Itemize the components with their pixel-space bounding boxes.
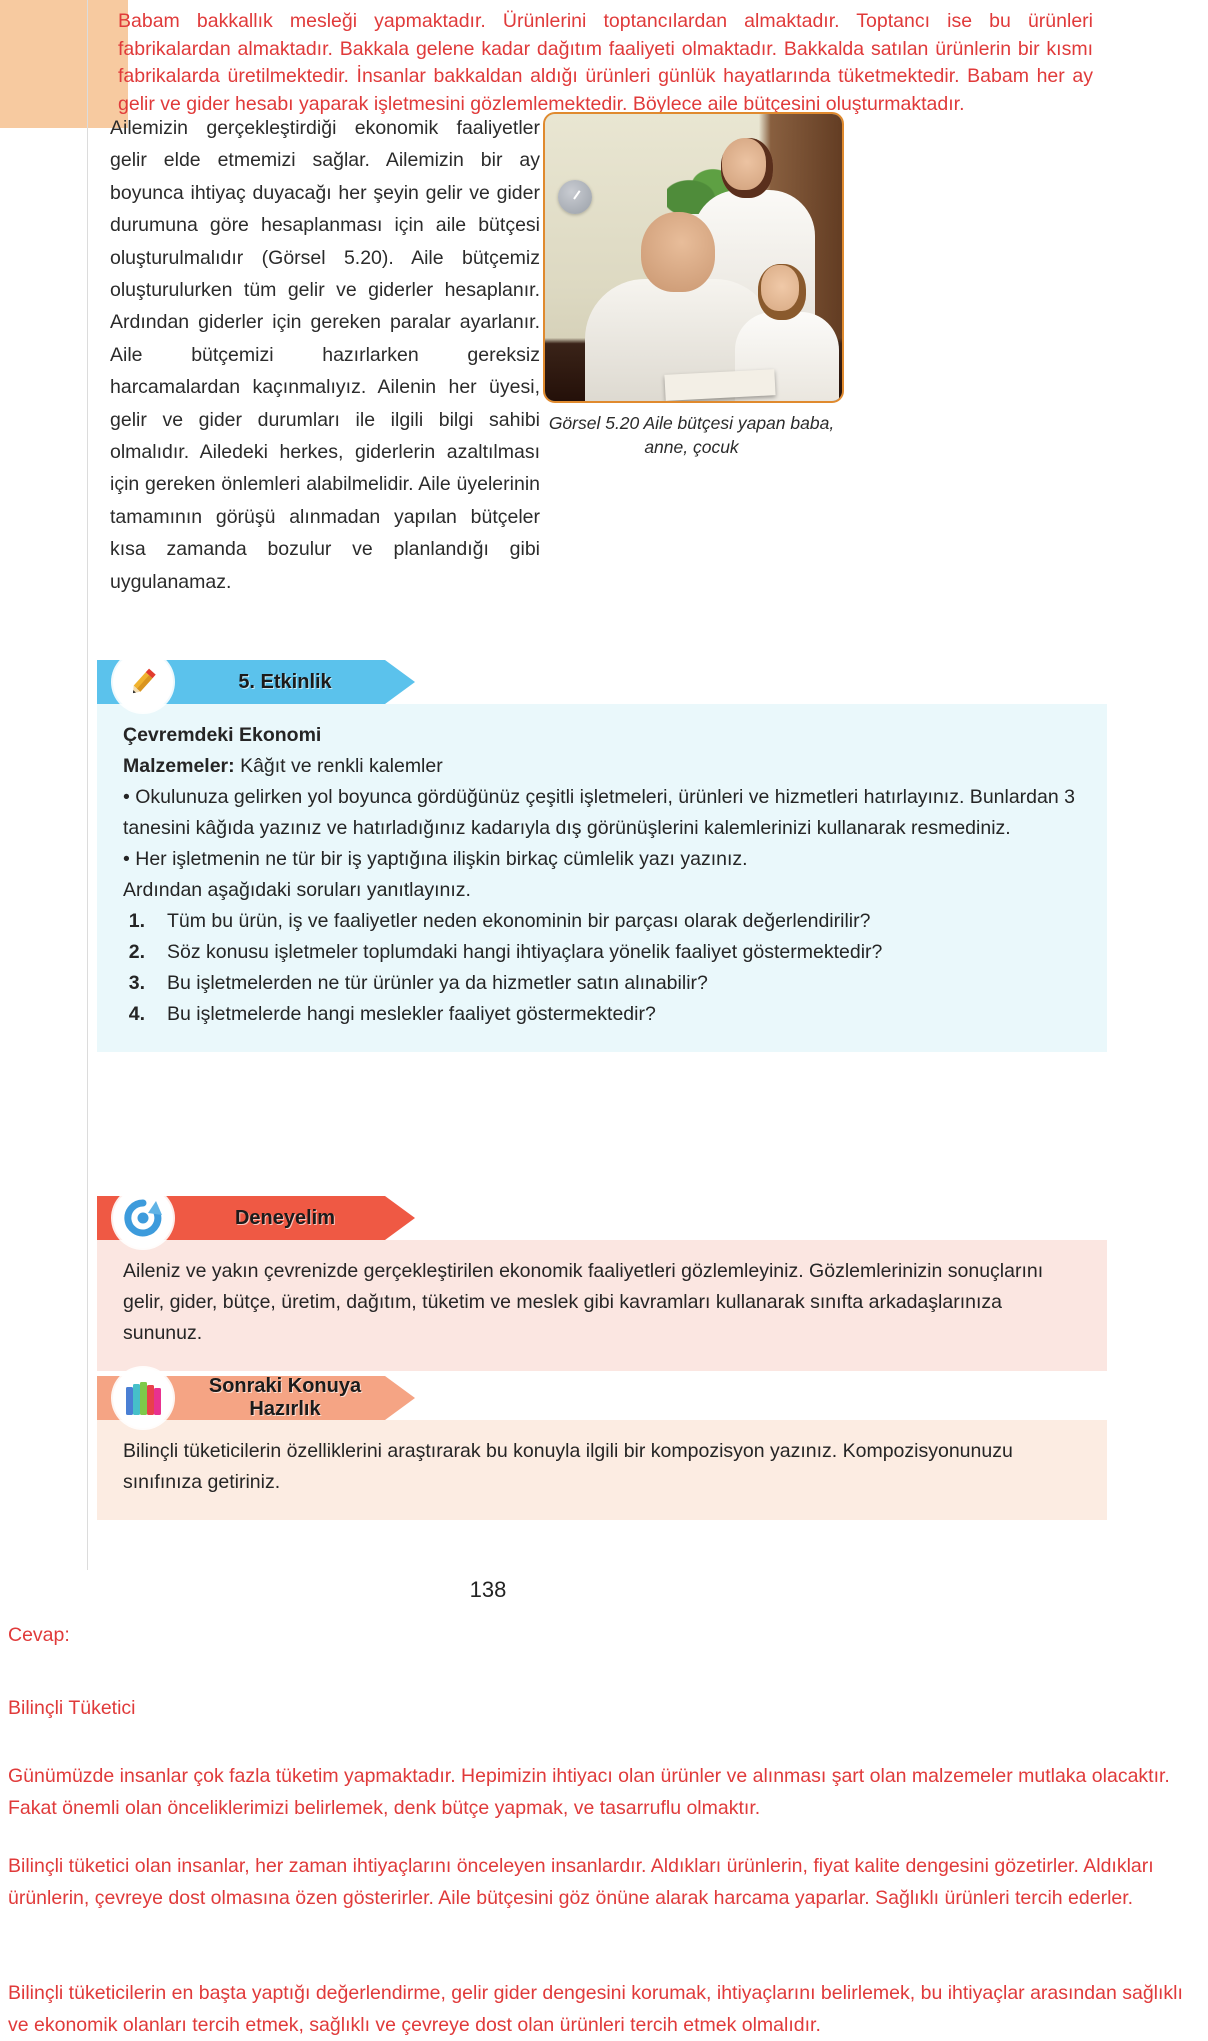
list-item xyxy=(123,999,1081,1030)
activity-bullet-1: • Okulunuza gelirken yol boyunca gördüğünüz çeşitli işletmeleri, ürünleri ve hizmetleri hatırlayınız. Bunlardan 3 tanesini kâğıda yazınız ve hatırladığınız kadarıyla dış görünüşlerini kalemlerinizi kullanarak resmediniz. xyxy=(123,786,1075,839)
figure-caption: Görsel 5.20 Aile bütçesi yapan baba, anne, çocuk xyxy=(548,413,835,457)
left-margin-rule xyxy=(87,0,88,1570)
family-budget-photo xyxy=(545,114,842,401)
answer-paragraph-3: Bilinçli tüketicilerin en başta yaptığı değerlendirme, gelir gider dengesini korumak, ihtiyaçlarını belirlemek, bu ihtiyaçlar arasından sağlıklı ve ekonomik olanları tercih etmek, sağlıklı ve çevreye dost olan ürünleri tercih etmek olmalıdır. xyxy=(8,1982,1183,2036)
hazirlik-text: Bilinçli tüketicilerin özelliklerini araştırarak bu konuyla ilgili bir kompozisyon yazınız. Kompozisyonunuzu sınıfınıza getiriniz. xyxy=(123,1440,1013,1493)
activity-panel xyxy=(97,704,1107,1052)
activity-section xyxy=(97,660,1107,1052)
deneyelim-banner-label: Deneyelim xyxy=(234,1206,336,1229)
answer-paragraph-1: Günümüzde insanlar çok fazla tüketim yapmaktadır. Hepimizin ihtiyacı olan ürünler ve alınması şart olan malzemeler mutlaka olacaktır. Fakat önemli olan önceliklerimizi belirlemek, denk bütçe yapmak, ve tasarruflu olmaktır. xyxy=(8,1765,1170,1819)
activity-bullet-2: • Her işletmenin ne tür bir iş yaptığına ilişkin birkaç cümlelik yazı yazınız. xyxy=(123,848,748,870)
hazirlik-section xyxy=(97,1376,1107,1520)
deneyelim-banner xyxy=(97,1196,415,1240)
deneyelim-text: Aileniz ve yakın çevrenizde gerçekleştirilen ekonomik faaliyetleri gözlemleyiniz. Gözlemlerinizin sonuçlarını gelir, gider, bütçe, üretim, dağıtım, tüketim ve meslek gibi kavramları kullanarak sınıfta arkadaşlarınıza sununuz. xyxy=(123,1260,1044,1344)
question-number: 4. xyxy=(128,1003,145,1025)
answer-label: Cevap: xyxy=(8,1624,70,1646)
hazirlik-panel xyxy=(97,1420,1107,1520)
list-item xyxy=(123,906,1081,937)
question-number: 2. xyxy=(128,941,145,963)
intro-red-paragraph: Babam bakkallık mesleği yapmaktadır. Ürünlerini toptancılardan almaktadır. Toptancı ise bu ürünleri fabrikalardan almaktadır. Bakkala gelene kadar dağıtım faaliyeti olmaktadır. Bakkalda satılan ürünlerin bir kısmı fabrikalarda üretilmektedir. İnsanlar bakkaldan aldığı ürünleri günlük hayatlarında tüketmektedir. Babam her ay gelir ve gider hesabı yaparak işletmesini gözlemlemektedir. Böylece aile bütçesini oluşturmaktadır. xyxy=(118,10,1093,115)
list-item xyxy=(123,937,1081,968)
hazirlik-banner-label: Sonraki Konuya Hazırlık xyxy=(208,1375,362,1420)
child-head xyxy=(758,264,806,320)
question-number: 3. xyxy=(128,972,145,994)
question-text: Bu işletmelerde hangi meslekler faaliyet göstermektedir? xyxy=(167,1003,656,1025)
mother-head xyxy=(721,138,773,198)
question-text: Söz konusu işletmeler toplumdaki hangi ihtiyaçlara yönelik faaliyet göstermektedir? xyxy=(167,941,883,963)
activity-banner-arrow xyxy=(385,660,415,704)
books-icon xyxy=(113,1368,173,1428)
deneyelim-section xyxy=(97,1196,1107,1371)
answer-paragraph-2: Bilinçli tüketici olan insanlar, her zaman ihtiyaçlarını önceleyen insanlardır. Aldıkları ürünlerin, fiyat kalite dengesini gözetirler. Aldıkları ürünlerin, çevreye dost olmasına özen gösterirler. Aile bütçesini göz önüne alarak harcama yaparlar. Sağlıklı ürünleri tercih ederler. xyxy=(8,1855,1154,1909)
activity-materials-line xyxy=(123,751,1081,782)
activity-lead-in: Ardından aşağıdaki soruları yanıtlayınız. xyxy=(123,879,471,901)
hazirlik-banner xyxy=(97,1376,415,1420)
page-number: 138 xyxy=(469,1577,507,1602)
answer-title: Bilinçli Tüketici xyxy=(8,1697,136,1719)
question-text: Bu işletmelerden ne tür ürünler ya da hizmetler satın alınabilir? xyxy=(167,972,708,994)
deneyelim-panel xyxy=(97,1240,1107,1371)
activity-materials-value: Kâğıt ve renkli kalemler xyxy=(240,755,443,777)
corner-decoration-block xyxy=(0,0,128,128)
activity-banner-label: 5. Etkinlik xyxy=(238,670,332,693)
activity-question-list xyxy=(123,906,1081,1030)
question-text: Tüm bu ürün, iş ve faaliyetler neden ekonominin bir parçası olarak değerlendirilir? xyxy=(167,910,871,932)
refresh-circle-icon xyxy=(113,1188,173,1248)
deneyelim-banner-arrow xyxy=(385,1196,415,1240)
hazirlik-banner-arrow xyxy=(385,1376,415,1420)
body-paragraph: Ailemizin gerçekleştirdiği ekonomik faaliyetler gelir elde etmemizi sağlar. Ailemizin bir ay boyunca ihtiyaç duyacağı her şeyin gelir ve gider durumuna göre hesaplanması için aile bütçesi oluşturulmalıdır (Görsel 5.20). Aile bütçemiz oluşturulurken tüm gelir ve giderler hesaplanır. Ardından giderler için gereken paralar ayarlanır. Aile bütçemizi hazırlarken gereksiz harcamalardan kaçınmalıyız. Ailenin her üyesi, gelir ve gider durumları ile ilgili bilgi sahibi olmalıdır. Ailedeki herkes, giderlerin azaltılması için gereken önlemleri alabilmelidir. Aile üyelerinin tamamının görüşü alınmadan yapılan bütçeler kısa zamanda bozulur ve planlandığı gibi uygulanamaz. xyxy=(110,117,540,593)
activity-banner xyxy=(97,660,415,704)
question-number: 1. xyxy=(128,910,145,932)
list-item xyxy=(123,968,1081,999)
wall-clock-icon xyxy=(558,180,592,214)
father-head xyxy=(641,212,715,292)
activity-materials-label: Malzemeler: xyxy=(123,755,235,777)
figure-gorsel-5-20 xyxy=(543,112,840,459)
activity-title: Çevremdeki Ekonomi xyxy=(123,724,322,746)
pencil-icon xyxy=(113,652,173,712)
figure-frame xyxy=(543,112,844,403)
